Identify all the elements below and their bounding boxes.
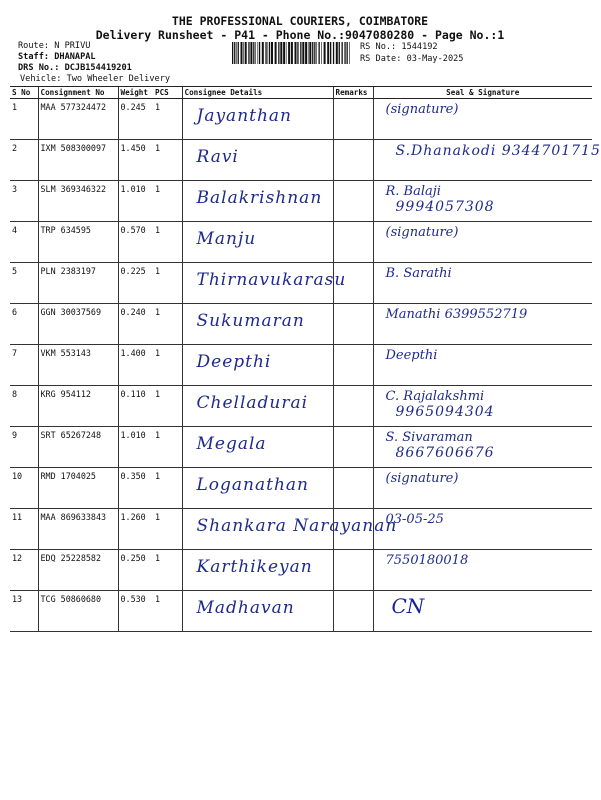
row-pcs: 1 — [153, 468, 182, 509]
row-weight: 0.110 — [118, 386, 153, 427]
row-weight: 0.240 — [118, 304, 153, 345]
col-seal-signature: Seal & Signature — [373, 87, 592, 99]
consignee-handwritten-name: Ravi — [196, 147, 239, 167]
route-text: Route: N PRIVU — [18, 41, 91, 51]
rs-date: RS Date: 03-May-2025 — [360, 54, 464, 64]
table-row — [10, 427, 592, 468]
consignee-handwritten-name: Shankara Narayanan — [196, 516, 398, 536]
row-consignee — [182, 99, 333, 140]
row-consignee — [182, 263, 347, 304]
consignee-handwritten-name: Balakrishnan — [196, 188, 323, 208]
row-signature — [373, 222, 592, 263]
col-consignee: Consignee Details — [182, 87, 333, 99]
row-weight: 1.010 — [118, 181, 153, 222]
row-pcs: 1 — [153, 263, 182, 304]
col-pcs: PCS — [153, 87, 182, 99]
signature-phone: 9994057308 — [395, 199, 495, 215]
consignee-handwritten-name: Megala — [196, 434, 267, 454]
table-row — [10, 386, 592, 427]
drs-text: DRS No.: DCJB154419201 — [18, 63, 132, 73]
row-sno: 3 — [10, 181, 38, 222]
row-pcs: 1 — [153, 427, 182, 468]
row-weight: 0.250 — [118, 550, 153, 591]
consignee-handwritten-name: Loganathan — [196, 475, 309, 495]
row-signature — [373, 345, 592, 386]
row-weight: 1.450 — [118, 140, 153, 181]
row-sno: 8 — [10, 386, 38, 427]
row-remarks — [333, 550, 373, 591]
row-consignee — [182, 304, 333, 345]
row-weight: 1.010 — [118, 427, 153, 468]
row-pcs: 1 — [153, 591, 182, 632]
row-weight: 1.400 — [118, 345, 153, 386]
row-sno: 9 — [10, 427, 38, 468]
row-remarks — [333, 345, 373, 386]
signature-text: 03-05-25 — [385, 512, 444, 527]
row-sno: 6 — [10, 304, 38, 345]
col-remarks: Remarks — [333, 87, 373, 99]
row-pcs: 1 — [153, 550, 182, 591]
row-consignee — [182, 181, 333, 222]
row-weight: 0.350 — [118, 468, 153, 509]
row-pcs: 1 — [153, 345, 182, 386]
table-row — [10, 509, 592, 550]
row-remarks — [333, 591, 373, 632]
row-pcs: 1 — [153, 386, 182, 427]
consignee-handwritten-name: Manju — [196, 229, 257, 249]
row-consignee — [182, 468, 333, 509]
signature-text: (signature) — [385, 225, 459, 240]
signature-text: Manathi 6399552719 — [385, 307, 528, 322]
table-row — [10, 140, 592, 181]
row-sno: 12 — [10, 550, 38, 591]
row-consignment-no: EDQ 25228582 — [38, 550, 118, 591]
table-row — [10, 304, 592, 345]
row-consignment-no: RMD 1704025 — [38, 468, 118, 509]
row-pcs: 1 — [153, 181, 182, 222]
row-weight: 0.570 — [118, 222, 153, 263]
signature-text: CN — [391, 594, 425, 618]
col-consignment: Consignment No — [38, 87, 118, 99]
row-signature — [373, 263, 592, 304]
row-consignee — [182, 591, 333, 632]
signature-text: 7550180018 — [385, 553, 469, 568]
table-row — [10, 99, 592, 140]
row-signature — [373, 427, 592, 468]
row-weight: 0.225 — [118, 263, 153, 304]
row-consignment-no: SRT 65267248 — [38, 427, 118, 468]
row-pcs: 1 — [153, 99, 182, 140]
row-sno: 1 — [10, 99, 38, 140]
row-pcs: 1 — [153, 140, 182, 181]
consignee-handwritten-name: Sukumaran — [196, 311, 305, 331]
row-remarks — [333, 386, 373, 427]
row-pcs: 1 — [153, 222, 182, 263]
signature-phone: 8667606676 — [395, 445, 495, 461]
row-sno: 5 — [10, 263, 38, 304]
consignee-handwritten-name: Madhavan — [196, 598, 295, 618]
row-sno: 2 — [10, 140, 38, 181]
signature-text: (signature) — [385, 471, 459, 486]
company-title: THE PROFESSIONAL COURIERS, COIMBATORE — [171, 14, 429, 28]
barcode — [232, 42, 352, 64]
row-signature — [373, 468, 592, 509]
table-row — [10, 345, 592, 386]
runsheet-table — [10, 86, 601, 632]
row-signature — [373, 509, 592, 550]
row-weight: 1.260 — [118, 509, 153, 550]
row-sno: 7 — [10, 345, 38, 386]
row-consignment-no: PLN 2383197 — [38, 263, 118, 304]
row-remarks — [333, 427, 373, 468]
row-sno: 13 — [10, 591, 38, 632]
row-remarks — [333, 468, 373, 509]
row-signature — [373, 591, 592, 632]
signature-phone: S.Dhanakodi 9344701715 — [395, 143, 601, 159]
row-consignment-no: KRG 954112 — [38, 386, 118, 427]
signature-text: Deepthi — [385, 348, 438, 363]
row-consignment-no: IXM 508300097 — [38, 140, 118, 181]
row-signature — [373, 304, 592, 345]
consignee-handwritten-name: Chelladurai — [196, 393, 309, 413]
row-sno: 4 — [10, 222, 38, 263]
row-signature — [373, 99, 592, 140]
row-consignee — [182, 386, 333, 427]
table-row — [10, 468, 592, 509]
consignee-handwritten-name: Deepthi — [196, 352, 272, 372]
row-remarks — [333, 99, 373, 140]
row-signature — [373, 181, 592, 222]
staff-text: Staff: DHANAPAL — [18, 52, 96, 62]
table-row — [10, 263, 592, 304]
table-row — [10, 591, 592, 632]
signature-text: B. Sarathi — [385, 266, 452, 281]
col-weight: Weight — [118, 87, 153, 99]
row-consignment-no: GGN 30037569 — [38, 304, 118, 345]
table-row — [10, 222, 592, 263]
table-row — [10, 550, 592, 591]
consignee-handwritten-name: Thirnavukarasu — [196, 270, 347, 290]
row-consignment-no: TCG 50860680 — [38, 591, 118, 632]
consignee-handwritten-name: Karthikeyan — [196, 557, 313, 577]
row-consignment-no: SLM 369346322 — [38, 181, 118, 222]
row-consignment-no: MAA 577324472 — [38, 99, 118, 140]
row-consignee — [182, 427, 333, 468]
row-sno: 10 — [10, 468, 38, 509]
row-weight: 0.530 — [118, 591, 153, 632]
row-consignee — [182, 509, 398, 550]
row-consignment-no: VKM 553143 — [38, 345, 118, 386]
table-row — [10, 181, 592, 222]
row-consignment-no: MAA 869633843 — [38, 509, 118, 550]
signature-text: C. Rajalakshmi — [385, 389, 485, 404]
row-consignment-no: TRP 634595 — [38, 222, 118, 263]
row-weight: 0.245 — [118, 99, 153, 140]
signature-text: (signature) — [385, 102, 459, 117]
rs-number: RS No.: 1544192 — [360, 42, 438, 52]
signature-text: R. Balaji — [385, 184, 441, 199]
col-sno: S No — [10, 87, 38, 99]
row-remarks — [333, 140, 373, 181]
vehicle-text: Vehicle: Two Wheeler Delivery — [20, 74, 171, 84]
row-consignee — [182, 140, 333, 181]
row-sno: 11 — [10, 509, 38, 550]
consignee-handwritten-name: Jayanthan — [196, 106, 293, 126]
signature-text: S. Sivaraman — [385, 430, 473, 445]
row-consignee — [182, 550, 333, 591]
row-consignee — [182, 345, 333, 386]
row-remarks — [333, 181, 373, 222]
runsheet-title: Delivery Runsheet - P41 - Phone No.:9047080280 - Page No.:1 — [95, 28, 505, 42]
row-signature — [373, 550, 592, 591]
row-pcs: 1 — [153, 509, 182, 550]
row-consignee — [182, 222, 333, 263]
signature-phone: 9965094304 — [395, 404, 495, 420]
row-remarks — [333, 222, 373, 263]
row-remarks — [333, 304, 373, 345]
row-signature — [373, 140, 601, 181]
row-signature — [373, 386, 592, 427]
row-pcs: 1 — [153, 304, 182, 345]
